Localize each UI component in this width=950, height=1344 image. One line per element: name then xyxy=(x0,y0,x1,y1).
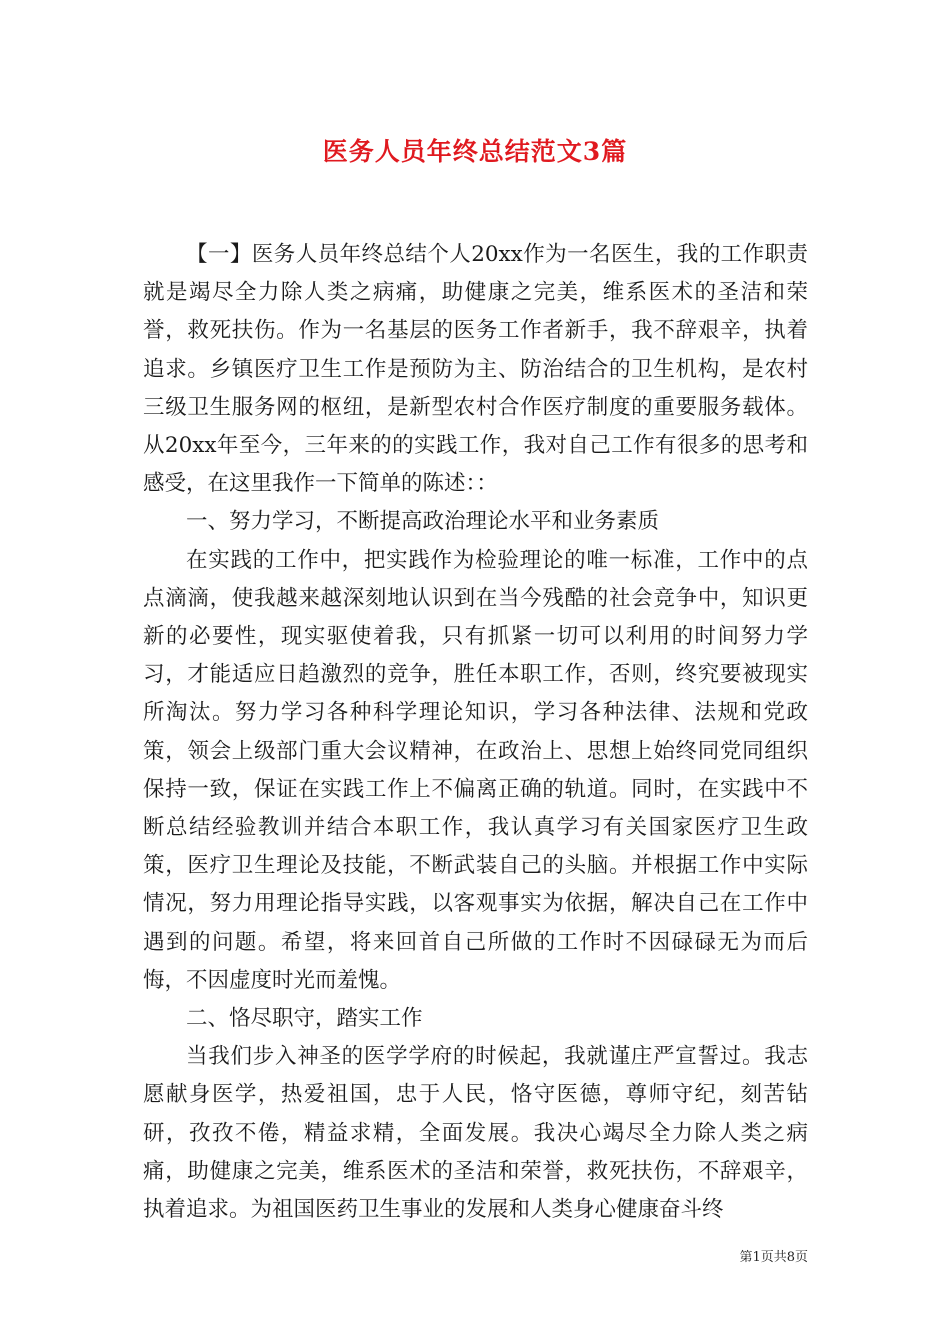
paragraph-intro: 【一】医务人员年终总结个人20xx作为一名医生，我的工作职责就是竭尽全力除人类之病痛，助健康之完美，维系医术的圣洁和荣誉，救死扶伤。作为一名基层的医务工作者新手，我不辞艰辛，执着追求。乡镇医疗卫生工作是预防为主、防治结合的卫生机构，是农村三级卫生服务网的枢纽，是新型农村合作医疗制度的重要服务载体。从20xx年至今，三年来的的实践工作，我对自己工作有很多的思考和感受，在这里我作一下简单的陈述：： xyxy=(143,242,808,497)
paragraph-section-2: 当我们步入神圣的医学学府的时候起，我就谨庄严宣誓过。我志愿献身医学，热爱祖国，忠于人民，恪守医德，尊师守纪，刻苦钻研，孜孜不倦，精益求精，全面发展。我决心竭尽全力除人类之病痛，助健康之完美，维系医术的圣洁和荣誉，救死扶伤，不辞艰辛，执着追求。为祖国医药卫生事业的发展和人类身心健康奋斗终 xyxy=(143,1044,808,1223)
page-title: 医务人员年终总结范文3篇 xyxy=(322,137,628,166)
section-heading-2: 二、恪尽职守，踏实工作 xyxy=(186,1006,423,1032)
section-heading-1: 一、努力学习，不断提高政治理论水平和业务素质 xyxy=(186,509,660,535)
page-number: 第1页共8页 xyxy=(739,1250,808,1265)
paragraph-section-1: 在实践的工作中，把实践作为检验理论的唯一标准，工作中的点点滴滴，使我越来越深刻地认识到在当今残酷的社会竞争中，知识更新的必要性，现实驱使着我，只有抓紧一切可以利用的时间努力学习，才能适应日趋激烈的竞争，胜任本职工作，否则，终究要被现实所淘汰。努力学习各种科学理论知识，学习各种法律、法规和党政策，领会上级部门重大会议精神，在政治上、思想上始终同党同组织保持一致，保证在实践工作上不偏离正确的轨道。同时，在实践中不断总结经验教训并结合本职工作，我认真学习有关国家医疗卫生政策，医疗卫生理论及技能，不断武装自己的头脑。并根据工作中实际情况，努力用理论指导实践，以客观事实为依据，解决自己在工作中遇到的问题。希望，将来回首自己所做的工作时不因碌碌无为而后悔，不因虚度时光而羞愧。 xyxy=(143,547,808,993)
document-body xyxy=(143,236,808,1229)
